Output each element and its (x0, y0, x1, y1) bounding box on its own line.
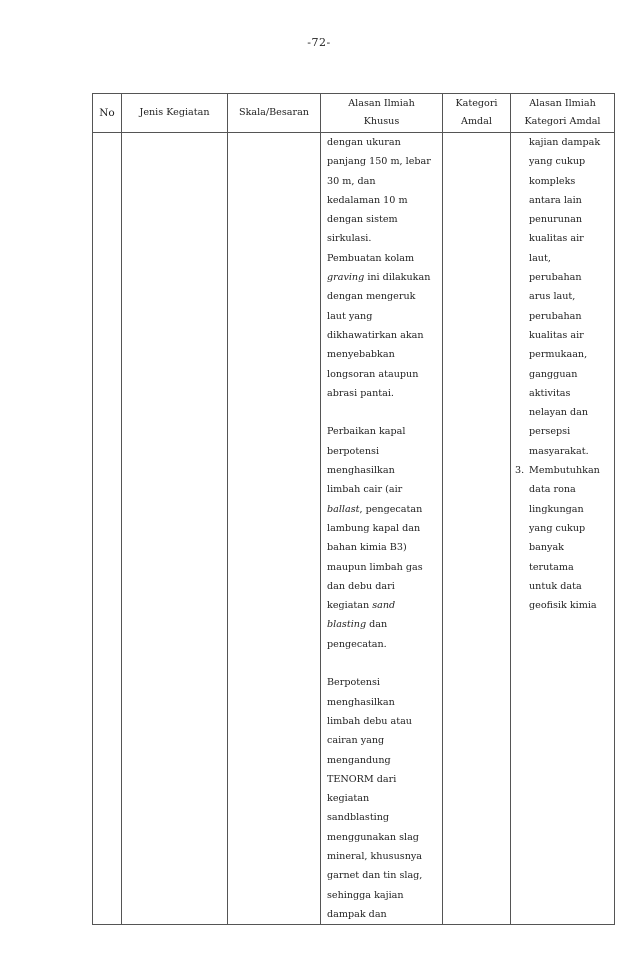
header-no: No (93, 94, 122, 133)
text-segment: untuk data (529, 580, 582, 592)
alasan-kategori-text-line (511, 538, 614, 557)
text-segment: kajian dampak (529, 137, 601, 148)
khusus-text-line (321, 307, 442, 326)
alasan-kategori-text-line (511, 461, 614, 480)
khusus-text-line (321, 808, 442, 827)
khusus-text-line (321, 384, 442, 403)
text-segment: TENORM dari (327, 773, 397, 785)
text-segment: permukaan, (529, 349, 588, 361)
khusus-text-line (321, 693, 442, 712)
khusus-text-line (321, 828, 442, 847)
text-segment: Perbaikan kapal (327, 426, 406, 438)
page-number: -72- (307, 36, 331, 49)
alasan-kategori-text-line (511, 191, 614, 210)
alasan-kategori-text-line (511, 596, 614, 615)
table-row (93, 133, 615, 925)
text-segment: geofisik kimia (529, 600, 597, 612)
text-segment: kualitas air (529, 233, 584, 245)
text-segment: laut, (529, 252, 551, 264)
header-kategori-amdal (443, 94, 511, 133)
khusus-text-line (321, 596, 442, 615)
text-segment: limbah debu atau (327, 715, 412, 727)
alasan-kategori-text-line (511, 365, 614, 384)
text-segment: gangguan (529, 368, 578, 380)
text-segment: persepsi (529, 426, 571, 438)
alasan-kategori-text-line (511, 229, 614, 248)
italic-term: sand (372, 600, 396, 612)
text-segment: mengandung (327, 754, 391, 766)
khusus-text-line (321, 500, 442, 519)
text-segment: longsoran ataupun (327, 368, 419, 380)
khusus-text-line (321, 210, 442, 229)
text-segment: dampak dan (327, 908, 387, 920)
khusus-text-line (321, 172, 442, 191)
khusus-text-line (321, 751, 442, 770)
text-segment: menggunakan slag (327, 831, 419, 843)
header-jenis-kegiatan: Jenis Kegiatan (122, 94, 228, 133)
text-segment: nelayan dan (529, 407, 589, 419)
alasan-kategori-text-line (511, 577, 614, 596)
text-segment: perubahan (529, 310, 582, 322)
khusus-text-line (321, 615, 442, 634)
cell-no (93, 133, 122, 925)
khusus-text-line (321, 229, 442, 248)
text-segment: laut yang (327, 310, 373, 322)
text-segment: bahan kimia B3) (327, 542, 407, 554)
text-segment: masyarakat. (529, 445, 589, 457)
khusus-text-line (321, 249, 442, 268)
khusus-text-line (321, 326, 442, 345)
text-segment: Berpotensi (327, 677, 380, 689)
khusus-text-line (321, 403, 442, 422)
italic-term: blasting (327, 619, 367, 631)
khusus-text-line (321, 577, 442, 596)
cell-kategori-amdal (443, 133, 511, 925)
alasan-kategori-text-line (511, 172, 614, 191)
alasan-kategori-text-line (511, 558, 614, 577)
khusus-text-line (321, 133, 442, 152)
cell-alasan-kategori-amdal (511, 133, 615, 925)
text-segment: kedalaman 10 m (327, 194, 408, 206)
khusus-text-line (321, 905, 442, 924)
alasan-kategori-text-line (511, 133, 614, 152)
text-segment: maupun limbah gas (327, 561, 423, 573)
text-segment: dengan ukuran (327, 137, 401, 148)
alasan-kategori-text-line (511, 500, 614, 519)
khusus-text-line (321, 442, 442, 461)
khusus-text-line (321, 558, 442, 577)
text-segment: sandblasting (327, 812, 390, 824)
khusus-text-line (321, 345, 442, 364)
khusus-text-line (321, 712, 442, 731)
text-segment: lambung kapal dan (327, 522, 421, 534)
khusus-text-line (321, 789, 442, 808)
text-segment: antara lain (529, 194, 582, 206)
text-segment: kegiatan (327, 600, 373, 612)
khusus-text-line (321, 152, 442, 171)
italic-term: graving (327, 272, 365, 284)
alasan-kategori-text-line (511, 268, 614, 287)
khusus-text-line (321, 480, 442, 499)
cell-alasan-ilmiah-khusus (321, 133, 443, 925)
text-segment: terutama (529, 561, 574, 573)
amdal-table (92, 93, 615, 925)
text-segment: perubahan (529, 272, 582, 284)
header-alasan-kategori-line2: Kategori Amdal (524, 116, 601, 127)
text-segment: 30 m, dan (327, 175, 376, 187)
text-segment: lingkungan (529, 503, 584, 515)
header-alasan-ilmiah-khusus (321, 94, 443, 133)
alasan-kategori-text-line (511, 403, 614, 422)
text-segment: dengan sistem (327, 214, 398, 226)
text-segment: dikhawatirkan akan (327, 329, 424, 341)
text-segment: Membutuhkan (529, 465, 600, 477)
text-segment: penurunan (529, 214, 583, 226)
text-segment: berpotensi (327, 445, 380, 457)
header-kategori-line2: Amdal (461, 116, 492, 127)
text-segment: sirkulasi. (327, 233, 372, 245)
khusus-text-line (321, 519, 442, 538)
alasan-kategori-text-line (511, 345, 614, 364)
alasan-kategori-text-line (511, 384, 614, 403)
text-segment: kompleks (529, 175, 576, 187)
text-segment: sehingga kajian (327, 889, 404, 901)
text-segment: cairan yang (327, 735, 385, 747)
text-segment: panjang 150 m, lebar (327, 156, 431, 168)
text-segment: menghasilkan (327, 696, 395, 708)
text-segment: aktivitas (529, 387, 571, 399)
text-segment: banyak (529, 542, 564, 554)
khusus-text-line (321, 461, 442, 480)
khusus-text-line (321, 654, 442, 673)
alasan-kategori-text-line (511, 307, 614, 326)
text-segment: yang cukup (529, 522, 586, 534)
alasan-kategori-text-line (511, 326, 614, 345)
text-segment: Pembuatan kolam (327, 252, 415, 264)
khusus-text-line (321, 191, 442, 210)
text-segment: arus laut, (529, 291, 576, 303)
alasan-kategori-text-line (511, 249, 614, 268)
header-alasan-kategori-amdal (511, 94, 615, 133)
alasan-kategori-text-line (511, 480, 614, 499)
alasan-kategori-text-line (511, 210, 614, 229)
text-segment: menghasilkan (327, 465, 395, 477)
text-segment: menyebabkan (327, 349, 395, 361)
khusus-text-line (321, 538, 442, 557)
khusus-text-line (321, 635, 442, 654)
khusus-text-line (321, 731, 442, 750)
khusus-text-line (321, 287, 442, 306)
alasan-kategori-text-line (511, 422, 614, 441)
text-segment: , pengecatan (359, 503, 423, 515)
text-segment: pengecatan. (327, 638, 387, 650)
khusus-text-line (321, 866, 442, 885)
alasan-kategori-text-line (511, 287, 614, 306)
list-number: 3. (515, 465, 525, 477)
khusus-text-line (321, 268, 442, 287)
header-kategori-line1: Kategori (455, 98, 498, 109)
text-segment: limbah cair (air (327, 484, 403, 496)
khusus-text-line (321, 422, 442, 441)
cell-jenis-kegiatan (122, 133, 228, 925)
alasan-kategori-text-line (511, 152, 614, 171)
alasan-kategori-text-line (511, 519, 614, 538)
alasan-kategori-text-line (511, 442, 614, 461)
cell-skala-besaran (228, 133, 321, 925)
header-alasan-khusus-line1: Alasan Ilmiah (348, 98, 415, 109)
text-segment: kualitas air (529, 329, 584, 341)
text-segment: data rona (529, 484, 576, 496)
italic-term: ballast (327, 503, 360, 515)
header-alasan-khusus-line2: Khusus (363, 116, 400, 127)
header-alasan-kategori-line1: Alasan Ilmiah (529, 98, 596, 109)
header-skala-besaran: Skala/Besaran (228, 94, 321, 133)
text-segment: kegiatan (327, 793, 370, 805)
khusus-text-line (321, 673, 442, 692)
text-segment: dengan mengeruk (327, 291, 416, 303)
khusus-text-line (321, 847, 442, 866)
text-segment: garnet dan tin slag, (327, 870, 423, 882)
text-segment: abrasi pantai. (327, 387, 394, 399)
khusus-text-line (321, 886, 442, 905)
text-segment: dan debu dari (327, 580, 395, 592)
khusus-text-line (321, 365, 442, 384)
table-header-row (93, 94, 615, 133)
khusus-text-line (321, 770, 442, 789)
text-segment: yang cukup (529, 156, 586, 168)
text-segment: mineral, khususnya (327, 850, 423, 862)
text-segment: ini dilakukan (364, 272, 431, 284)
text-segment: dan (366, 619, 388, 631)
